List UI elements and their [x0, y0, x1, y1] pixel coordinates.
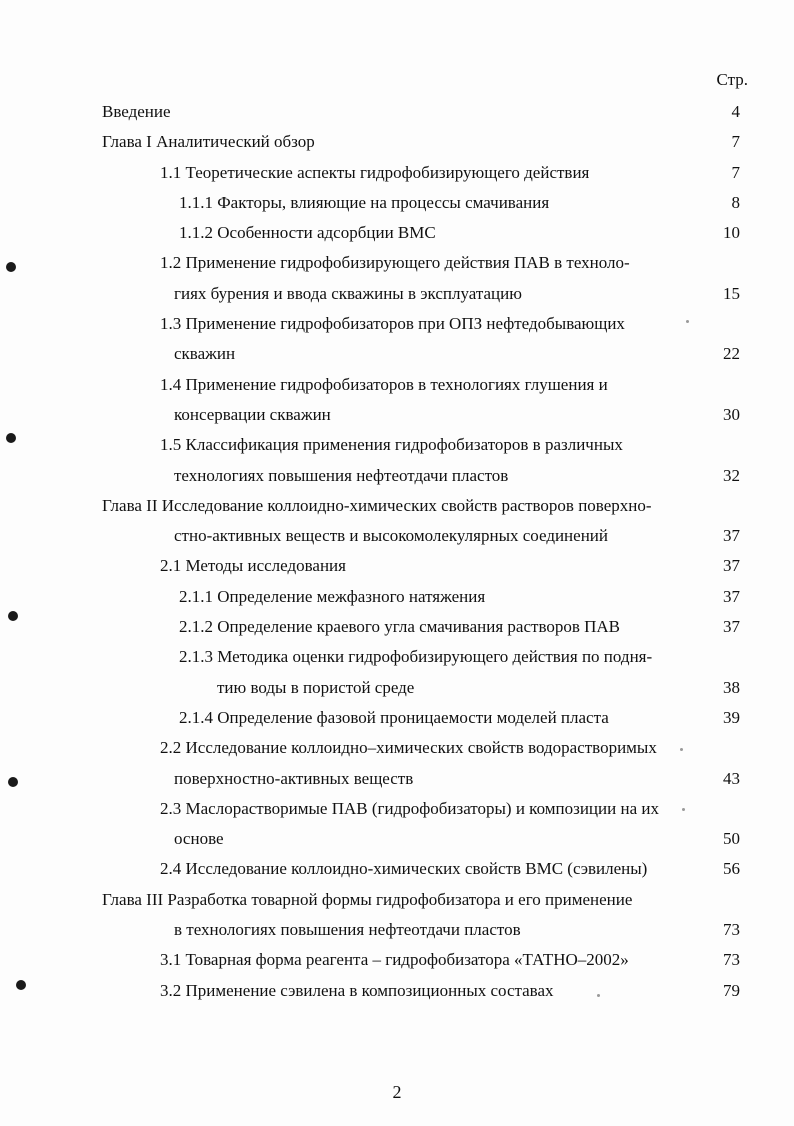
toc-entry-title-continuation: технологиях повышения нефтеотдачи пластов [174, 465, 509, 485]
toc-entry-title [160, 945, 700, 975]
toc-entry [0, 976, 794, 1006]
toc-entry [0, 218, 794, 248]
toc-entry-title-line: 2.3 Маслорастворимые ПАВ (гидрофобизаторы) и композиции на их [160, 798, 659, 818]
toc-entry-title-line: 1.1.2 Особенности адсорбции ВМС [179, 223, 436, 243]
toc-entry-page: 30 [723, 404, 740, 424]
toc-entry-title-line: 2.1.2 Определение краевого угла смачивания растворов ПАВ [179, 617, 621, 637]
toc-entry [0, 430, 794, 491]
toc-entry [0, 127, 794, 157]
toc-entry-page: 15 [723, 283, 740, 303]
toc-entry-title-line: 2.2 Исследование коллоидно–химических свойств водорастворимых [160, 738, 657, 758]
toc-entry [0, 642, 794, 703]
page-number: 2 [392, 1082, 402, 1102]
toc-entry-title [160, 430, 700, 491]
toc-entry-title-line: 1.1.1 Факторы, влияющие на процессы смачивания [179, 192, 550, 212]
toc-entry-page: 50 [723, 829, 740, 849]
toc-entry [0, 188, 794, 218]
toc-entry-title-continuation: основе [174, 829, 224, 849]
toc-entry-title-line: 3.2 Применение сэвилена в композиционных составах [160, 980, 554, 1000]
toc-entry-page: 10 [723, 223, 740, 243]
toc-entry [0, 491, 794, 552]
toc-entry [0, 551, 794, 581]
toc-entry [0, 370, 794, 431]
toc-entry-title [160, 794, 700, 855]
toc-entry-page: 8 [731, 192, 740, 212]
toc-entry-title [102, 97, 702, 127]
toc-entry-title [160, 370, 700, 431]
toc-entry-title [179, 642, 699, 703]
toc-entry-title-line: 2.1.1 Определение межфазного натяжения [179, 586, 486, 606]
toc-entry-title [179, 582, 699, 612]
table-of-contents [0, 97, 794, 1006]
toc-entry [0, 158, 794, 188]
toc-entry-title-line: 1.1 Теоретические аспекты гидрофобизирующего действия [160, 162, 590, 182]
toc-entry-page: 39 [723, 707, 740, 727]
toc-entry-page: 22 [723, 344, 740, 364]
toc-entry-page: 32 [723, 465, 740, 485]
page-column-label: Стр. [716, 70, 748, 89]
toc-entry-page: 73 [723, 950, 740, 970]
toc-entry-page: 38 [723, 677, 740, 697]
toc-entry-title-line: 1.2 Применение гидрофобизирующего действия ПАВ в техноло- [160, 253, 630, 273]
toc-entry-title-continuation: в технологиях повышения нефтеотдачи пластов [174, 920, 521, 940]
toc-entry-title [160, 158, 700, 188]
toc-entry-title-line: Глава I Аналитический обзор [102, 132, 315, 152]
toc-entry-title-line: 2.1.4 Определение фазовой проницаемости моделей пласта [179, 707, 609, 727]
toc-entry-title-line: 1.5 Классификация применения гидрофобизаторов в различных [160, 435, 623, 455]
toc-entry [0, 248, 794, 309]
toc-entry-page: 56 [723, 859, 740, 879]
toc-entry-title [179, 218, 699, 248]
toc-entry-title [179, 188, 699, 218]
toc-entry-title-continuation: стно-активных веществ и высокомолекулярных соединений [174, 526, 608, 546]
toc-entry-title-continuation: тию воды в пористой среде [217, 677, 415, 697]
toc-entry-page: 4 [731, 102, 740, 121]
toc-entry [0, 309, 794, 370]
toc-entry-title [160, 854, 700, 884]
toc-entry-title [160, 309, 700, 370]
toc-entry-title [160, 733, 700, 794]
toc-entry-page: 37 [723, 526, 740, 546]
toc-entry-title-line: 2.1.3 Методика оценки гидрофобизирующего действия по подня- [179, 647, 653, 667]
toc-entry-title [179, 703, 699, 733]
toc-entry-page: 37 [723, 586, 740, 606]
toc-entry-page: 73 [723, 920, 740, 940]
toc-entry-page: 79 [723, 980, 740, 1000]
toc-entry [0, 885, 794, 946]
toc-entry-page: 37 [723, 617, 740, 637]
toc-entry-page: 7 [731, 132, 740, 152]
toc-entry-title-line: Глава III Разработка товарной формы гидрофобизатора и его применение [102, 889, 633, 909]
toc-entry [0, 703, 794, 733]
toc-entry-title-line: Введение [102, 102, 171, 121]
toc-entry [0, 97, 794, 127]
toc-entry-title-line: 1.4 Применение гидрофобизаторов в технологиях глушения и [160, 374, 608, 394]
toc-entry-title [160, 976, 700, 1006]
toc-entry-title-line: 1.3 Применение гидрофобизаторов при ОПЗ нефтедобывающих [160, 314, 625, 334]
toc-entry-title [102, 127, 702, 157]
toc-entry-title-line: 2.1 Методы исследования [160, 556, 346, 576]
toc-entry [0, 854, 794, 884]
toc-entry-page: 37 [723, 556, 740, 576]
toc-entry [0, 945, 794, 975]
toc-entry-page: 43 [723, 768, 740, 788]
toc-entry [0, 794, 794, 855]
toc-entry-page: 7 [731, 162, 740, 182]
toc-entry-title [102, 885, 702, 946]
toc-entry-title [160, 248, 700, 309]
toc-entry-title [179, 612, 699, 642]
toc-entry-title [160, 551, 700, 581]
toc-entry [0, 582, 794, 612]
toc-entry-title-continuation: поверхностно-активных веществ [174, 768, 414, 788]
toc-entry [0, 733, 794, 794]
toc-entry-title-line: 2.4 Исследование коллоидно-химических свойств ВМС (сэвилены) [160, 859, 648, 879]
toc-entry-title-line: Глава II Исследование коллоидно-химических свойств растворов поверхно- [102, 495, 652, 515]
toc-entry-title [102, 491, 702, 552]
toc-entry [0, 612, 794, 642]
toc-entry-title-continuation: скважин [174, 344, 236, 364]
toc-entry-title-continuation: консервации скважин [174, 404, 331, 424]
toc-entry-title-continuation: гиях бурения и ввода скважины в эксплуатацию [174, 283, 522, 303]
toc-entry-title-line: 3.1 Товарная форма реагента – гидрофобизатора «ТАТНО–2002» [160, 950, 629, 970]
